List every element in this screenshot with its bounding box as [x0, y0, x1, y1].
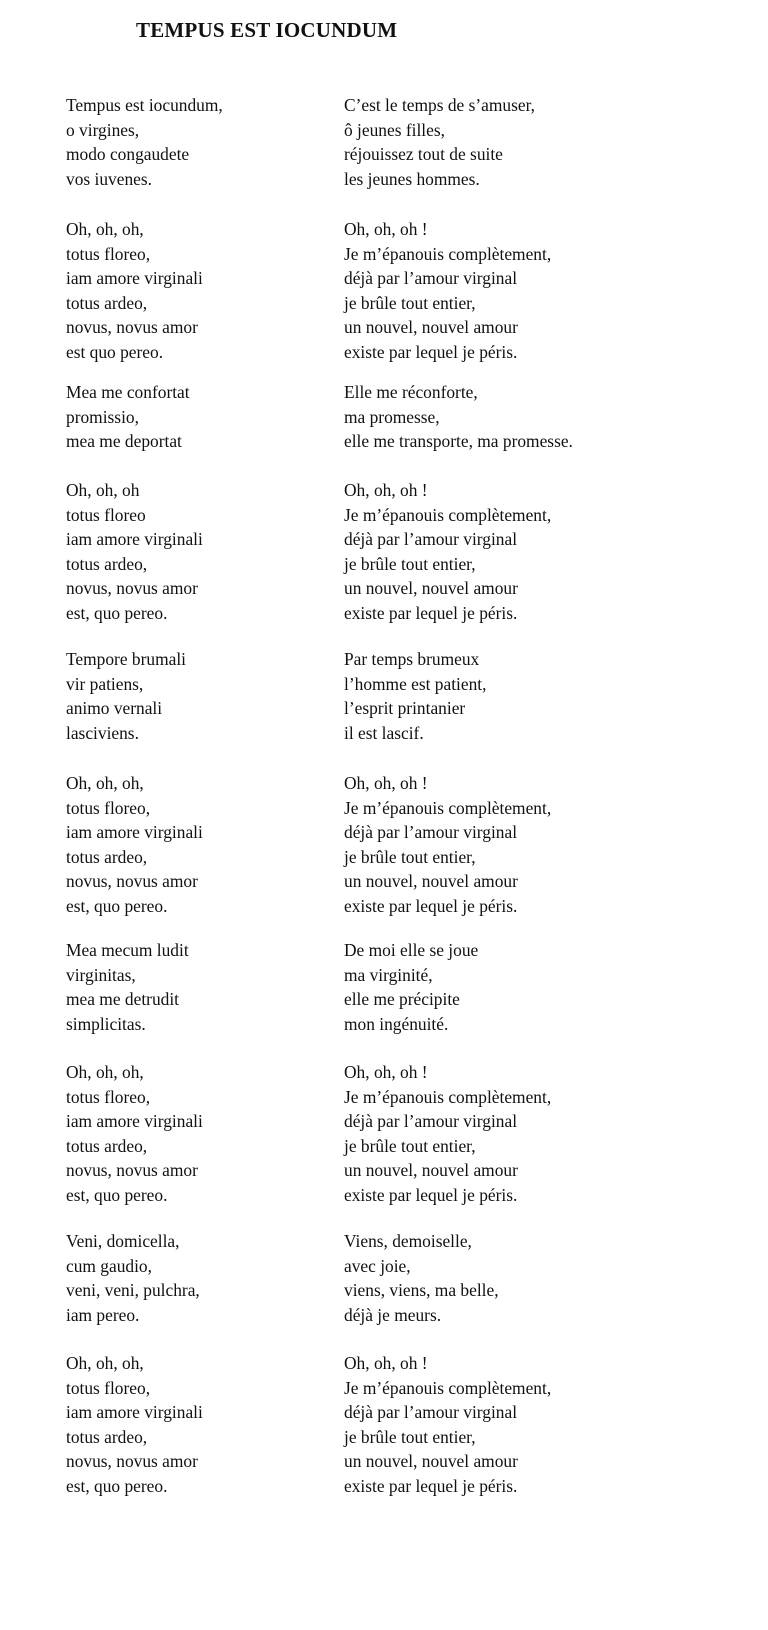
- french-verse-stanza: [344, 217, 764, 365]
- latin-verse-line: modo congaudete: [66, 144, 190, 165]
- latin-verse-stanza: [66, 380, 326, 454]
- french-verse-line: Oh, oh, oh !: [344, 773, 428, 793]
- french-verse-line: un nouvel, nouvel amour: [344, 871, 518, 892]
- latin-verse-line: est, quo pereo.: [66, 895, 168, 916]
- french-verse-line: les jeunes hommes.: [344, 168, 480, 189]
- latin-verse-line: totus floreo,: [66, 1086, 151, 1107]
- latin-verse-line: novus, novus amor: [66, 1451, 198, 1472]
- french-verse-line: ô jeunes filles,: [344, 119, 445, 140]
- latin-verse-line: veni, veni, pulchra,: [66, 1280, 200, 1301]
- french-verse-line: je brûle tout entier,: [344, 1135, 476, 1156]
- latin-verse-line: mea me deportat: [66, 431, 182, 452]
- french-verse-line: réjouissez tout de suite: [344, 144, 503, 165]
- latin-verse-line: totus floreo,: [66, 1377, 151, 1398]
- latin-verse-line: totus floreo,: [66, 243, 151, 264]
- french-verse-line: déjà par l’amour virginal: [344, 1402, 518, 1423]
- latin-verse-line: promissio,: [66, 406, 139, 427]
- latin-verse-line: totus ardeo,: [66, 553, 148, 574]
- french-verse-line: ma promesse,: [344, 406, 440, 427]
- french-verse-line: déjà je meurs.: [344, 1304, 442, 1325]
- french-verse-line: elle me transporte, ma promesse.: [344, 431, 573, 452]
- latin-verse-stanza: [66, 938, 326, 1036]
- latin-verse-line: Oh, oh, oh: [66, 480, 140, 500]
- french-verse-line: elle me précipite: [344, 989, 460, 1010]
- latin-verse-line: lasciviens.: [66, 722, 139, 743]
- french-verse-line: Oh, oh, oh !: [344, 1353, 428, 1373]
- latin-verse-line: est, quo pereo.: [66, 1475, 168, 1496]
- french-verse-line: Viens, demoiselle,: [344, 1231, 472, 1251]
- latin-verse-line: totus ardeo,: [66, 1426, 148, 1447]
- latin-verse-line: Veni, domicella,: [66, 1231, 180, 1251]
- french-verse-stanza: [344, 1229, 764, 1327]
- latin-verse-stanza: [66, 217, 326, 365]
- french-verse-line: un nouvel, nouvel amour: [344, 317, 518, 338]
- french-verse-line: Oh, oh, oh !: [344, 480, 428, 500]
- french-verse-line: Par temps brumeux: [344, 649, 480, 669]
- latin-verse-line: novus, novus amor: [66, 871, 198, 892]
- latin-verse-line: iam amore virginali: [66, 1111, 203, 1132]
- latin-verse-line: novus, novus amor: [66, 317, 198, 338]
- french-verse-line: l’homme est patient,: [344, 673, 487, 694]
- latin-verse-stanza: [66, 478, 326, 626]
- french-verse-line: l’esprit printanier: [344, 698, 466, 719]
- french-verse-stanza: [344, 647, 764, 745]
- latin-verse-line: virginitas,: [66, 964, 136, 985]
- latin-verse-line: Tempus est iocundum,: [66, 95, 223, 115]
- french-verse-line: C’est le temps de s’amuser,: [344, 95, 536, 115]
- french-verse-stanza: [344, 771, 764, 919]
- french-verse-line: Elle me réconforte,: [344, 382, 478, 402]
- latin-verse-line: Oh, oh, oh,: [66, 219, 144, 239]
- latin-verse-line: novus, novus amor: [66, 1160, 198, 1181]
- french-verse-line: un nouvel, nouvel amour: [344, 1451, 518, 1472]
- latin-verse-line: Oh, oh, oh,: [66, 1353, 144, 1373]
- french-verse-line: il est lascif.: [344, 722, 424, 743]
- french-verse-stanza: [344, 93, 764, 191]
- french-verse-line: Je m’épanouis complètement,: [344, 504, 552, 525]
- latin-verse-line: mea me detrudit: [66, 989, 179, 1010]
- french-verse-line: De moi elle se joue: [344, 940, 479, 960]
- french-verse-stanza: [344, 1060, 764, 1208]
- french-verse-line: existe par lequel je péris.: [344, 895, 518, 916]
- french-verse-line: existe par lequel je péris.: [344, 602, 518, 623]
- latin-verse-stanza: [66, 771, 326, 919]
- french-verse-stanza: [344, 1351, 764, 1499]
- french-verse-line: Oh, oh, oh !: [344, 1062, 428, 1082]
- latin-verse-line: iam amore virginali: [66, 529, 203, 550]
- latin-verse-line: totus ardeo,: [66, 1135, 148, 1156]
- latin-verse-stanza: [66, 647, 326, 745]
- french-verse-line: déjà par l’amour virginal: [344, 268, 518, 289]
- french-verse-line: je brûle tout entier,: [344, 292, 476, 313]
- latin-verse-line: Mea mecum ludit: [66, 940, 189, 960]
- french-verse-line: déjà par l’amour virginal: [344, 1111, 518, 1132]
- french-verse-line: je brûle tout entier,: [344, 846, 476, 867]
- french-verse-line: avec joie,: [344, 1255, 411, 1276]
- french-verse-line: Je m’épanouis complètement,: [344, 797, 552, 818]
- latin-verse-line: est quo pereo.: [66, 341, 164, 362]
- latin-verse-line: Mea me confortat: [66, 382, 190, 402]
- latin-verse-line: totus floreo: [66, 504, 146, 525]
- latin-verse-line: totus ardeo,: [66, 846, 148, 867]
- french-verse-line: un nouvel, nouvel amour: [344, 578, 518, 599]
- latin-verse-stanza: [66, 1060, 326, 1208]
- french-verse-line: Je m’épanouis complètement,: [344, 1086, 552, 1107]
- french-verse-line: Je m’épanouis complètement,: [344, 1377, 552, 1398]
- latin-verse-line: Oh, oh, oh,: [66, 773, 144, 793]
- latin-verse-line: Tempore brumali: [66, 649, 186, 669]
- latin-verse-line: Oh, oh, oh,: [66, 1062, 144, 1082]
- french-verse-line: je brûle tout entier,: [344, 553, 476, 574]
- french-verse-line: déjà par l’amour virginal: [344, 529, 518, 550]
- french-verse-line: un nouvel, nouvel amour: [344, 1160, 518, 1181]
- latin-verse-line: cum gaudio,: [66, 1255, 152, 1276]
- french-verse-stanza: [344, 380, 764, 454]
- french-verse-line: existe par lequel je péris.: [344, 1475, 518, 1496]
- latin-verse-stanza: [66, 93, 326, 191]
- latin-verse-stanza: [66, 1229, 326, 1327]
- french-verse-line: Je m’épanouis complètement,: [344, 243, 552, 264]
- french-verse-line: viens, viens, ma belle,: [344, 1280, 499, 1301]
- latin-verse-stanza: [66, 1351, 326, 1499]
- latin-verse-line: totus floreo,: [66, 797, 151, 818]
- latin-verse-line: novus, novus amor: [66, 578, 198, 599]
- latin-verse-line: iam amore virginali: [66, 822, 203, 843]
- french-verse-line: déjà par l’amour virginal: [344, 822, 518, 843]
- latin-verse-line: iam amore virginali: [66, 1402, 203, 1423]
- french-verse-line: existe par lequel je péris.: [344, 1184, 518, 1205]
- latin-verse-line: iam pereo.: [66, 1304, 140, 1325]
- latin-verse-line: vos iuvenes.: [66, 168, 152, 189]
- french-verse-line: mon ingénuité.: [344, 1013, 449, 1034]
- latin-verse-line: iam amore virginali: [66, 268, 203, 289]
- french-verse-stanza: [344, 938, 764, 1036]
- french-verse-line: je brûle tout entier,: [344, 1426, 476, 1447]
- latin-verse-line: simplicitas.: [66, 1013, 146, 1034]
- french-verse-stanza: [344, 478, 764, 626]
- latin-verse-line: animo vernali: [66, 698, 163, 719]
- latin-verse-line: totus ardeo,: [66, 292, 148, 313]
- latin-verse-line: o virgines,: [66, 119, 140, 140]
- french-verse-line: ma virginité,: [344, 964, 433, 985]
- french-verse-line: existe par lequel je péris.: [344, 341, 518, 362]
- latin-verse-line: vir patiens,: [66, 673, 144, 694]
- latin-verse-line: est, quo pereo.: [66, 602, 168, 623]
- page-title: TEMPUS EST IOCUNDUM: [136, 18, 398, 42]
- latin-verse-line: est, quo pereo.: [66, 1184, 168, 1205]
- french-verse-line: Oh, oh, oh !: [344, 219, 428, 239]
